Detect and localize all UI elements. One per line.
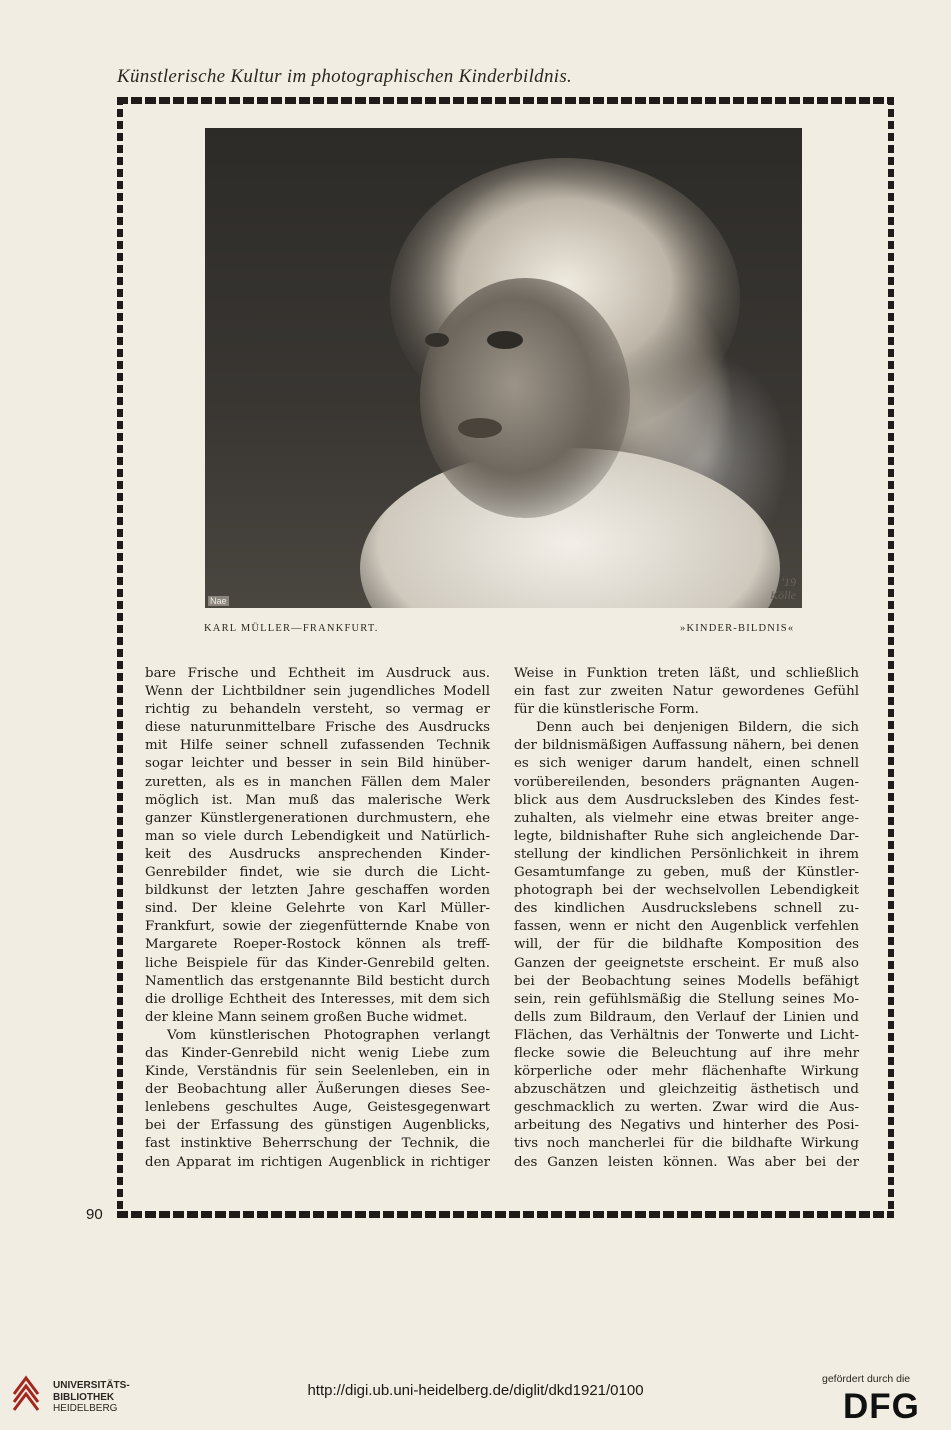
text-line: für die künstlerische Form. (514, 702, 699, 718)
text-line: die drollige Echtheit des Interesses, mit dem sich (145, 991, 490, 1007)
text-line: Wenn der Lichtbildner sein jugendliches Modell (145, 684, 490, 700)
text-line: blick aus dem Ausdrucksleben des Kindes fest- (514, 792, 859, 808)
text-line: bildkunst der letzten Jahre geschaffen worden (145, 883, 490, 899)
text-line: richtig zu behandeln versteht, so vermag er (145, 702, 490, 718)
caption-title: »KINDER-BILDNIS« (680, 623, 795, 634)
text-line: flecke sowie die Beleuchtung auf ihre mehr (514, 1045, 859, 1061)
text-line: ganzer Künstlergenerationen durchmustern, ehe (145, 810, 490, 826)
photographer-signature: '19 Kölle (770, 575, 796, 602)
text-line: den Apparat im richtigen Augenblick in richtiger (145, 1154, 490, 1170)
text-line: der kleine Mann seinem großen Buche widmet. (145, 1009, 468, 1025)
text-line: arbeitung des Negativs und hinterher des Posi- (514, 1118, 859, 1134)
text-line: diese naturunmittelbare Frische des Ausdrucks (145, 720, 490, 736)
text-line: will, der für die bildhafte Komposition des (514, 937, 859, 953)
text-line: des kindlichen Ausdruckslebens schnell zu- (514, 901, 859, 917)
child-portrait-photo (205, 128, 802, 608)
text-line: Namentlich das erstgenannte Bild besticht durch (145, 973, 490, 989)
text-line: lenlebens geschultes Auge, Geistesgegenwart (145, 1100, 490, 1116)
text-line: der bildnismäßigen Auffassung nähern, bei denen (514, 738, 859, 754)
text-column-right (514, 665, 859, 1172)
text-line: ein fast zur zweiten Natur gewordenes Gefühl (514, 684, 859, 700)
text-column-left (145, 665, 490, 1172)
text-line: zuretten, als es in manchen Fällen dem Maler (145, 774, 490, 790)
text-line: des Ganzen leisten können. Was aber bei der (514, 1154, 859, 1170)
page-number: 90 (86, 1206, 103, 1223)
text-line: dells zum Bildraum, den Verlauf der Linien und (514, 1009, 859, 1025)
photo-tag: Nae (210, 596, 227, 606)
text-line: Vom künstlerischen Photographen verlangt (167, 1027, 490, 1043)
text-line: mit Hilfe seiner schnell zufassenden Technik (145, 738, 490, 754)
text-line: Weise in Funktion treten läßt, und schließlich (514, 666, 859, 681)
caption-photographer: KARL MÜLLER—FRANKFURT. (204, 623, 379, 634)
dfg-logo: DFG (843, 1387, 920, 1426)
text-line: bei der Beobachtung seines Modells befähigt (514, 973, 859, 989)
text-line: der Beobachtung aller Äußerungen dieses See- (145, 1082, 490, 1098)
text-line: geschmacklich zu werten. Zwar wird die Aus- (514, 1100, 859, 1116)
portrait-figure (205, 128, 802, 608)
text-line: fast instinktive Beherrschung der Technik, die (145, 1136, 490, 1152)
text-line: vorübereilenden, besonders prägnanten Augen- (514, 774, 859, 790)
text-line: abzuschätzen und gleichzeitig ästhetisch und (514, 1082, 859, 1098)
frame-right (888, 97, 894, 1218)
text-line: bei der Erfassung des günstigen Augenblicks, (145, 1118, 490, 1134)
library-name: UNIVERSITÄTS- BIBLIOTHEK HEIDELBERG (53, 1380, 130, 1414)
frame-bottom (117, 1211, 894, 1218)
text-line: Ganzen der geeignetste erscheint. Er muß also (514, 955, 859, 971)
text-line: man so viele durch Lebendigkeit und Natürlich- (145, 828, 490, 844)
text-line: Flächen, das Verhältnis der Tonwerte und Licht- (514, 1027, 859, 1043)
text-line: tivs noch mancherlei für die bildhafte Wirkung (514, 1136, 859, 1152)
text-line: stellung der kindlichen Persönlichkeit in ihrem (514, 846, 859, 862)
text-line: das Kinder-Genrebild nicht wenig Liebe zum (145, 1045, 490, 1061)
text-line: Margarete Roeper-Rostock können als treff- (145, 937, 490, 953)
text-line: Gesamtumfange zu geben, muß der Künstler- (514, 865, 859, 881)
text-line: sind. Der kleine Gelehrte von Karl Müller- (145, 901, 490, 917)
text-line: Genrebilder findet, wie sie durch die Licht- (145, 865, 490, 881)
dfg-label: gefördert durch die (822, 1373, 911, 1385)
running-head: Künstlerische Kultur im photographischen Kinderbildnis. (117, 66, 573, 87)
text-line: Denn auch bei denjenigen Bildern, die sich (536, 720, 859, 736)
permalink-url[interactable]: http://digi.ub.uni-heidelberg.de/diglit/dkd1921/0100 (307, 1382, 644, 1399)
text-line: bare Frische und Echtheit im Ausdruck aus. (145, 666, 490, 681)
text-line: es sich weniger darum handelt, einen schnell (514, 756, 859, 772)
text-line: sein, rein gefühlsmäßig die Stellung seines Mo- (514, 991, 859, 1007)
text-line: Kinde, Verständnis für sein Seelenleben, ein in (145, 1064, 490, 1080)
text-line: liche Beispiele für das Kinder-Genrebild gelten. (145, 955, 490, 971)
text-line: möglich ist. Man muß das malerische Werk (145, 792, 490, 808)
text-line: fassen, wenn er nicht den Augenblick verfehlen (514, 919, 859, 935)
frame-top (117, 97, 894, 104)
text-line: Frankfurt, sowie der ziegenfütternde Knabe von (145, 919, 490, 935)
text-line: sogar leichter und besser in sein Bild hinüber- (145, 756, 490, 772)
text-line: photograph bei der wechselvollen Lebendigkeit (514, 883, 859, 899)
text-line: keit des Ausdrucks ansprechenden Kinder- (145, 846, 490, 862)
text-line: zuhalten, als vielmehr eine etwas breiter ange- (514, 810, 859, 826)
text-line: legte, bildnishafter Ruhe sich angleichende Dar- (514, 828, 859, 844)
frame-left (117, 97, 123, 1218)
text-line: körperliche oder mehr flächenhafte Wirkung (514, 1064, 859, 1080)
